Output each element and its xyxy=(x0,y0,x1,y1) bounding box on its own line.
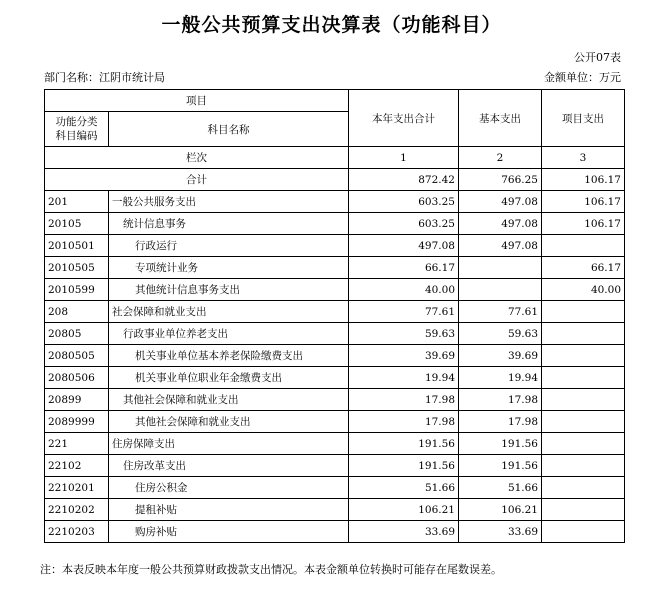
row-project xyxy=(542,521,625,543)
row-project xyxy=(542,345,625,367)
row-total: 17.98 xyxy=(349,389,459,411)
row-basic: 497.08 xyxy=(459,191,542,213)
table-row xyxy=(45,191,625,213)
row-total: 603.25 xyxy=(349,213,459,235)
row-total: 59.63 xyxy=(349,323,459,345)
row-code: 221 xyxy=(45,433,109,455)
row-basic: 17.98 xyxy=(459,411,542,433)
row-total: 603.25 xyxy=(349,191,459,213)
table-row xyxy=(45,345,625,367)
row-name: 其他统计信息事务支出 xyxy=(109,279,349,301)
table-row xyxy=(45,213,625,235)
footnote: 注：本表反映本年度一般公共预算财政拨款支出情况。本表金额单位转换时可能存在尾数误差。 xyxy=(40,563,502,576)
row-total: 66.17 xyxy=(349,257,459,279)
row-name: 行政运行 xyxy=(109,235,349,257)
row-basic: 39.69 xyxy=(459,345,542,367)
table-row xyxy=(45,301,625,323)
header-basic: 基本支出 xyxy=(459,90,542,147)
row-name: 行政事业单位养老支出 xyxy=(109,323,349,345)
row-basic: 51.66 xyxy=(459,477,542,499)
row-project xyxy=(542,455,625,477)
row-code: 2210201 xyxy=(45,477,109,499)
row-name: 社会保障和就业支出 xyxy=(109,301,349,323)
total-v2: 766.25 xyxy=(459,169,542,191)
row-total: 33.69 xyxy=(349,521,459,543)
order-label: 栏次 xyxy=(45,147,349,169)
row-name: 机关事业单位基本养老保险缴费支出 xyxy=(109,345,349,367)
row-name: 机关事业单位职业年金缴费支出 xyxy=(109,367,349,389)
row-code: 20805 xyxy=(45,323,109,345)
table-row xyxy=(45,521,625,543)
total-label: 合计 xyxy=(45,169,349,191)
header-row-1 xyxy=(45,90,625,112)
row-basic: 77.61 xyxy=(459,301,542,323)
row-code: 2010501 xyxy=(45,235,109,257)
table-row xyxy=(45,411,625,433)
row-project xyxy=(542,323,625,345)
row-basic: 497.08 xyxy=(459,213,542,235)
row-project xyxy=(542,433,625,455)
row-basic: 191.56 xyxy=(459,433,542,455)
row-total: 497.08 xyxy=(349,235,459,257)
row-project xyxy=(542,499,625,521)
row-code: 20105 xyxy=(45,213,109,235)
table-row xyxy=(45,499,625,521)
row-total: 77.61 xyxy=(349,301,459,323)
order-1: 1 xyxy=(349,147,459,169)
table-row xyxy=(45,323,625,345)
row-code: 201 xyxy=(45,191,109,213)
row-name: 住房改革支出 xyxy=(109,455,349,477)
row-code: 2210202 xyxy=(45,499,109,521)
table-row xyxy=(45,455,625,477)
row-name: 其他社会保障和就业支出 xyxy=(109,411,349,433)
row-name: 住房保障支出 xyxy=(109,433,349,455)
table-row xyxy=(45,433,625,455)
order-3: 3 xyxy=(542,147,625,169)
total-v1: 872.42 xyxy=(349,169,459,191)
row-total: 51.66 xyxy=(349,477,459,499)
expenditure-table xyxy=(44,89,625,543)
row-project xyxy=(542,235,625,257)
form-number: 公开07表 xyxy=(574,51,621,64)
row-basic xyxy=(459,279,542,301)
row-basic: 497.08 xyxy=(459,235,542,257)
header-code: 功能分类 科目编码 xyxy=(45,112,109,147)
row-total: 106.21 xyxy=(349,499,459,521)
row-name: 统计信息事务 xyxy=(109,213,349,235)
total-row xyxy=(45,169,625,191)
row-name: 其他社会保障和就业支出 xyxy=(109,389,349,411)
row-basic: 59.63 xyxy=(459,323,542,345)
table-row xyxy=(45,235,625,257)
row-basic xyxy=(459,257,542,279)
row-basic: 33.69 xyxy=(459,521,542,543)
row-code: 22102 xyxy=(45,455,109,477)
table-row xyxy=(45,279,625,301)
order-row xyxy=(45,147,625,169)
total-v3: 106.17 xyxy=(542,169,625,191)
row-project: 106.17 xyxy=(542,191,625,213)
row-code: 2089999 xyxy=(45,411,109,433)
row-project: 40.00 xyxy=(542,279,625,301)
page-title: 一般公共预算支出决算表（功能科目） xyxy=(161,14,502,36)
row-project xyxy=(542,389,625,411)
row-total: 39.69 xyxy=(349,345,459,367)
row-code: 2010505 xyxy=(45,257,109,279)
header-project: 项目 xyxy=(45,90,349,112)
row-project: 106.17 xyxy=(542,213,625,235)
row-project xyxy=(542,301,625,323)
row-code: 2010599 xyxy=(45,279,109,301)
order-2: 2 xyxy=(459,147,542,169)
row-code: 2080505 xyxy=(45,345,109,367)
table-row xyxy=(45,257,625,279)
row-basic: 19.94 xyxy=(459,367,542,389)
row-basic: 191.56 xyxy=(459,455,542,477)
row-project xyxy=(542,477,625,499)
row-project: 66.17 xyxy=(542,257,625,279)
amount-unit: 金额单位：万元 xyxy=(544,71,621,84)
row-name: 住房公积金 xyxy=(109,477,349,499)
table-row xyxy=(45,477,625,499)
row-name: 提租补贴 xyxy=(109,499,349,521)
row-project xyxy=(542,411,625,433)
row-total: 17.98 xyxy=(349,411,459,433)
row-name: 专项统计业务 xyxy=(109,257,349,279)
row-total: 19.94 xyxy=(349,367,459,389)
row-code: 2080506 xyxy=(45,367,109,389)
row-total: 191.56 xyxy=(349,433,459,455)
row-basic: 17.98 xyxy=(459,389,542,411)
row-code: 2210203 xyxy=(45,521,109,543)
row-total: 40.00 xyxy=(349,279,459,301)
department-name: 部门名称：江阴市统计局 xyxy=(44,71,165,84)
row-basic: 106.21 xyxy=(459,499,542,521)
row-project xyxy=(542,367,625,389)
row-total: 191.56 xyxy=(349,455,459,477)
row-name: 一般公共服务支出 xyxy=(109,191,349,213)
table-row xyxy=(45,389,625,411)
header-name: 科目名称 xyxy=(109,112,349,147)
header-total: 本年支出合计 xyxy=(349,90,459,147)
row-code: 208 xyxy=(45,301,109,323)
header-project-expense: 项目支出 xyxy=(542,90,625,147)
table-row xyxy=(45,367,625,389)
row-name: 购房补贴 xyxy=(109,521,349,543)
row-code: 20899 xyxy=(45,389,109,411)
